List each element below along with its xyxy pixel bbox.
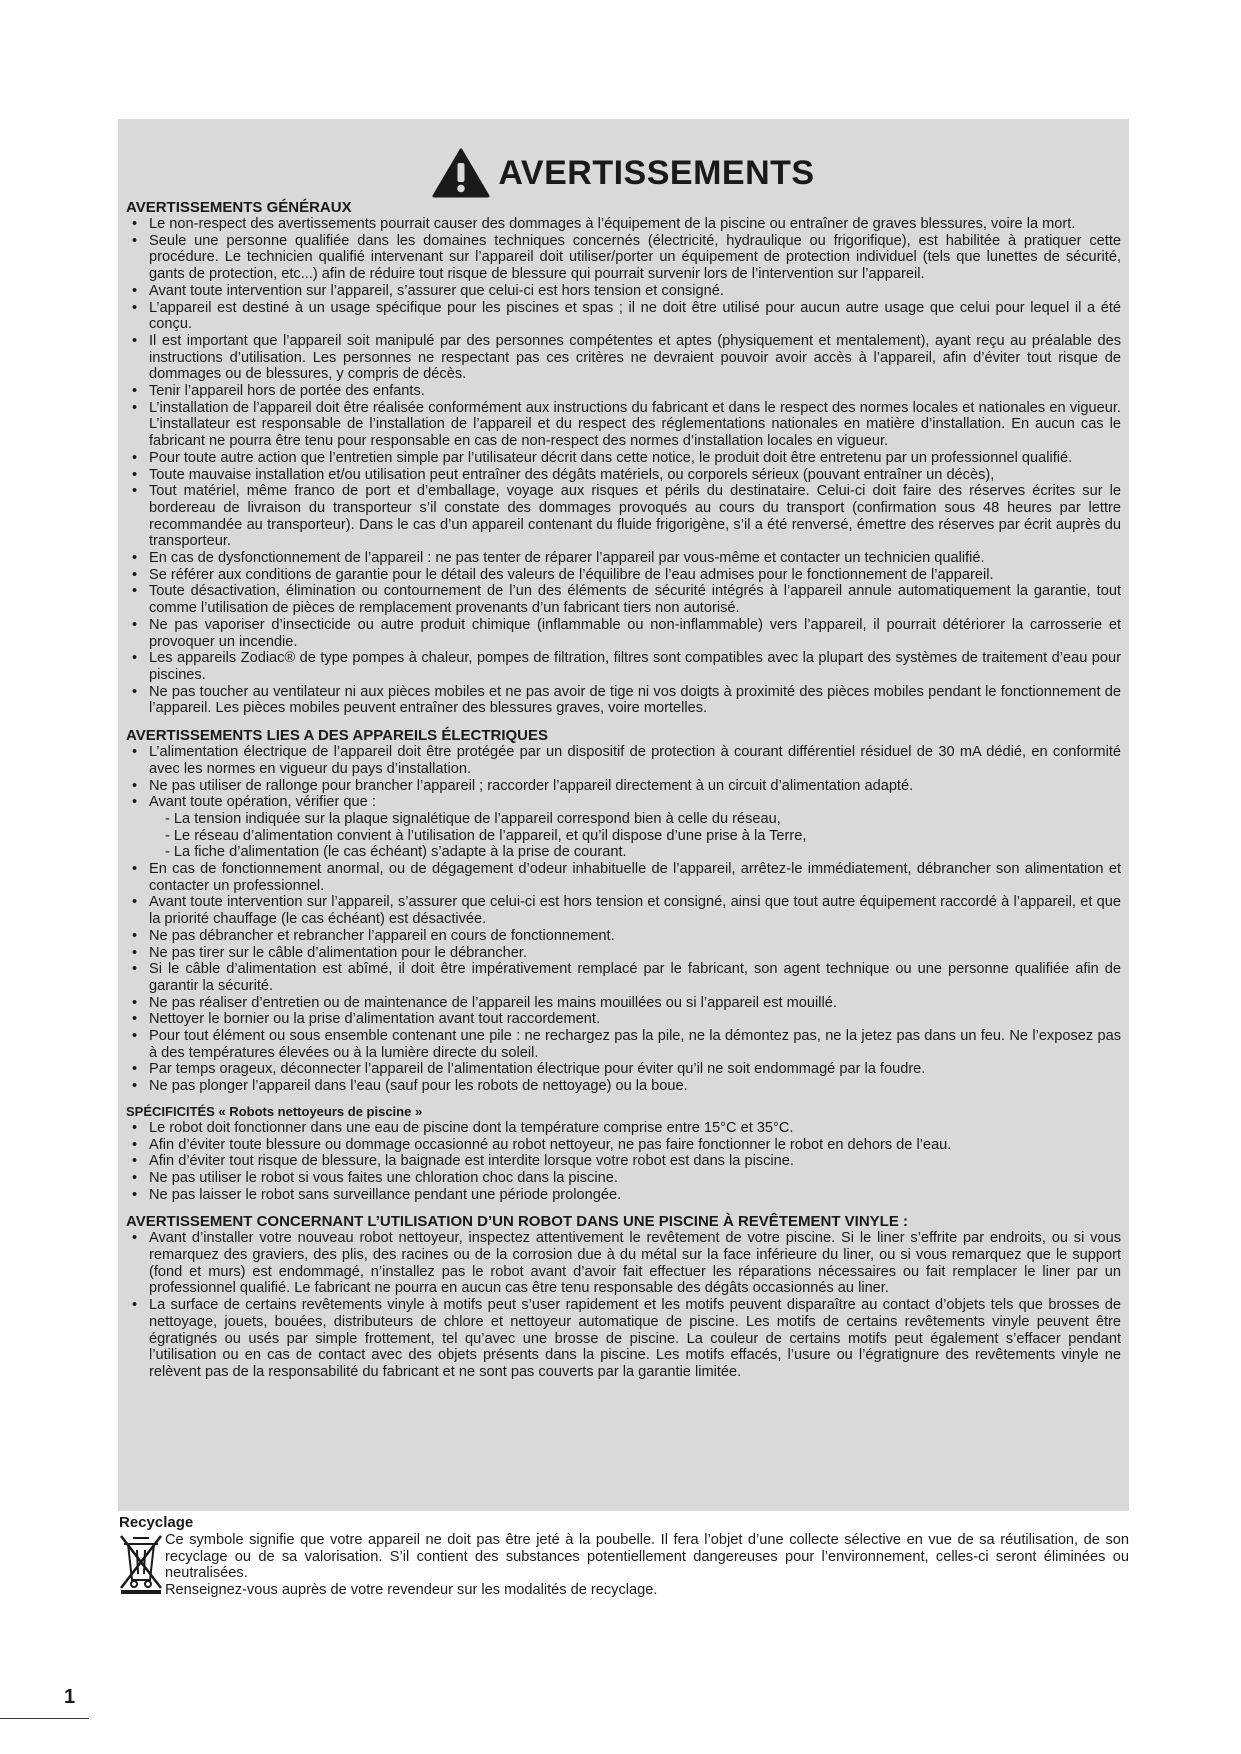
list-item: • Les appareils Zodiac® de type pompes à chaleur, pompes de filtration, filtres sont compatibles avec la plupart des systèmes de traitement d’eau pour piscines. [126,650,1121,683]
robots-heading: SPÉCIFICITÉS « Robots nettoyeurs de piscine » [126,1103,423,1119]
list-item: • Le non-respect des avertissements pourrait causer des dommages à l’équipement de la piscine ou entraîner de graves blessures, voire la mort. [126,216,1121,233]
list-item: • Il est important que l’appareil soit manipulé par des personnes compétentes et aptes (physiquement et mentalement), ayant reçu au préalable des instructions d’utilisation. Les personnes ne respectant pas ces critères ne devraient pouvoir avoir accès à l’appareil, afin d’éviter tout risque de dommages ou de blessures, y compris de décès. [126,333,1121,383]
list-item: • L’alimentation électrique de l’appareil doit être protégée par un dispositif de protection à courant différentiel résiduel de 30 mA dédié, en conformité avec les normes en vigueur du pays d’installation. [126,744,1121,777]
list-item: • En cas de fonctionnement anormal, ou de dégagement d’odeur inhabituelle de l’appareil, arrêtez-le immédiatement, débrancher son alimentation et contacter un professionnel. [126,861,1121,894]
list-item: • Le robot doit fonctionner dans une eau de piscine dont la température comprise entre 15°C et 35°C. [126,1120,1121,1137]
list-item: • Se référer aux conditions de garantie pour le détail des valeurs de l’équilibre de l’eau admises pour le fonctionnement de l’appareil. [126,567,1121,584]
page-number-rule [0,1718,89,1719]
list-item: • Avant d’installer votre nouveau robot nettoyeur, inspectez attentivement le revêtement de votre piscine. Si le liner s’effrite par endroits, ou si vous remarquez des graviers, des plis, des racines ou de la corrosion due à du métal sur la face inférieure du liner, ou si vous remarquez que le support (fond et murs) est endommagé, n’installez pas le robot avant d’avoir fait effectuer les réparations nécessaires ou fait remplacer le liner par un professionnel qualifié. Le fabricant ne pourra en aucun cas être tenu responsable des dégâts occasionnés au liner. [126,1230,1121,1297]
list-item: • Afin d’éviter toute blessure ou dommage occasionné au robot nettoyeur, ne pas faire fonctionner le robot en dehors de l’eau. [126,1137,1121,1154]
page-number: 1 [64,1686,76,1708]
recycling-paragraph: Ce symbole signifie que votre appareil ne doit pas être jeté à la poubelle. Il fera l’objet d’une collecte sélective en vue de sa réutilisation, de son recyclage ou de sa valorisation. S’il contient des substances potentiellement dangereuses pour l’environnement, celles-ci seront éliminées ou neutralisées. [165,1532,1129,1581]
list-item: • La surface de certains revêtements vinyle à motifs peut s’user rapidement et les motifs peuvent disparaître au contact d’objets tels que brosses de nettoyage, jouets, bouées, distributeurs de chlore et nettoyeur automatique de piscine. Les motifs de certains revêtements vinyle peuvent être égratignés ou usés par simple frottement, tel qu’avec une brosse de piscine. La couleur de certains motifs peut également s’effacer pendant l’utilisation ou en cas de contact avec des objets présents dans la piscine. Les motifs effacés, l’usure ou l’égratignure des revêtements vinyle ne relèvent pas de la responsabilité du fabricant et ne sont pas couverts par la garantie limitée. [126,1297,1121,1381]
list-item: • Ne pas plonger l’appareil dans l’eau (sauf pour les robots de nettoyage) ou la boue. [126,1078,1121,1095]
electrical-list [126,744,1121,1095]
list-item: • Avant toute intervention sur l’appareil, s’assurer que celui-ci est hors tension et consigné, ainsi que tout autre équipement raccordé à l’appareil, et que la priorité chauffage (le cas échéant) est désactivée. [126,894,1121,927]
warning-triangle-icon [432,148,490,198]
list-item: • Avant toute intervention sur l’appareil, s’assurer que celui-ci est hors tension et consigné. [126,283,1121,300]
recycling-heading: Recyclage [119,1514,194,1531]
list-item: • Ne pas toucher au ventilateur ni aux pièces mobiles et ne pas avoir de tige ni vos doigts à proximité des pièces mobiles pendant le fonctionnement de l’appareil. Les pièces mobiles peuvent entraîner des blessures graves, voire mortelles. [126,684,1121,717]
list-item: • Pour toute autre action que l’entretien simple par l’utilisateur décrit dans cette notice, le produit doit être entretenu par un professionnel qualifié. [126,450,1121,467]
vinyl-list [126,1230,1121,1380]
list-item: • Si le câble d’alimentation est abîmé, il doit être impérativement remplacé par le fabricant, son agent technique ou une personne qualifiée afin de garantir la sécurité. [126,961,1121,994]
list-item: • Ne pas réaliser d’entretien ou de maintenance de l’appareil les mains mouillées ou si l’appareil est mouillé. [126,995,1121,1012]
general-heading: AVERTISSEMENTS GÉNÉRAUX [126,199,352,216]
list-item: • Par temps orageux, déconnecter l’appareil de l’alimentation électrique pour éviter qu’il ne soit endommagé par la foudre. [126,1061,1121,1078]
check-intro: • Avant toute opération, vérifier que : [149,794,376,811]
list-item: • Pour tout élément ou sous ensemble contenant une pile : ne rechargez pas la pile, ne la démontez pas, ne la jetez pas dans un feu. Ne l’exposez pas à des températures élevées ou à la lumière directe du soleil. [126,1028,1121,1061]
vinyl-heading: AVERTISSEMENT CONCERNANT L’UTILISATION D’UN ROBOT DANS UNE PISCINE À REVÊTEMENT VINYLE : [126,1213,908,1231]
list-item: • En cas de dysfonctionnement de l’appareil : ne pas tenter de réparer l’appareil par vous-même et contacter un technicien qualifié. [126,550,1121,567]
general-list [126,216,1121,717]
list-item: • Seule une personne qualifiée dans les domaines techniques concernés (électricité, hydraulique ou frigorifique), est habilitée à pratiquer cette procédure. Le technicien qualifié intervenant sur l’appareil doit utiliser/porter un équipement de protection individuel (tels que lunettes de sécurité, gants de protection, etc...) afin de réduire tout risque de blessure qui pourrait survenir lors de l’intervention sur l’appareil. [126,233,1121,283]
check-sub-item: - Le réseau d’alimentation convient à l’utilisation de l’appareil, et qu’il dispose d’une prise à la Terre, [165,827,807,844]
electrical-heading: AVERTISSEMENTS LIES A DES APPAREILS ÉLECTRIQUES [126,727,548,745]
robots-list [126,1120,1121,1204]
list-item: • Tout matériel, même franco de port et d’emballage, voyage aux risques et périls du destinataire. Celui-ci doit faire des réserves écrites sur le bordereau de livraison du transporteur s’il constate des dommages provoqués au cours du transport (confirmation sous 48 heures par lettre recommandée au transporteur). Dans le cas d’un appareil contenant du fluide frigorigène, s’il a été renversé, émettre des réserves par écrit auprès du transporteur. [126,483,1121,550]
list-item: • Ne pas débrancher et rebrancher l’appareil en cours de fonctionnement. [126,928,1121,945]
recycling-row [119,1532,1129,1598]
recycling-paragraph: Renseignez-vous auprès de votre revendeur sur les modalités de recyclage. [165,1581,658,1598]
list-item: • Nettoyer le bornier ou la prise d’alimentation avant tout raccordement. [126,1011,1121,1028]
title-row [126,151,1121,195]
list-item: • L’appareil est destiné à un usage spécifique pour les piscines et spas ; il ne doit être utilisé pour aucun autre usage que celui pour lequel il a été conçu. [126,300,1121,333]
list-item: • Afin d’éviter tout risque de blessure, la baignade est interdite lorsque votre robot est dans la piscine. [126,1153,1121,1170]
list-item: • Toute mauvaise installation et/ou utilisation peut entraîner des dégâts matériels, ou corporels sérieux (pouvant entraîner un décès), [126,467,1121,484]
crossed-bin-icon [119,1532,163,1594]
list-item: • Ne pas laisser le robot sans surveillance pendant une période prolongée. [126,1187,1121,1204]
list-item: • L’installation de l’appareil doit être réalisée conformément aux instructions du fabricant et dans le respect des normes locales et nationales en vigueur. L’installateur est responsable de l’installation de l’appareil et du respect des réglementations nationales en matière d’installation. En aucun cas le fabricant ne pourra être tenu pour responsable en cas de non-respect des normes d’installation locales en vigueur. [126,400,1121,450]
list-item-check [126,794,1121,861]
warnings-box [118,119,1129,1511]
list-item: • Ne pas utiliser le robot si vous faites une chloration choc dans la piscine. [126,1170,1121,1187]
list-item: • Ne pas tirer sur le câble d’alimentation pour le débrancher. [126,945,1121,962]
list-item: • Ne pas vaporiser d’insecticide ou autre produit chimique (inflammable ou non-inflammable) vers l’appareil, il pourrait détériorer la carrosserie et provoquer un incendie. [126,617,1121,650]
list-item: • Tenir l’appareil hors de portée des enfants. [126,383,1121,400]
check-sub-item: - La fiche d’alimentation (le cas échéant) s’adapte à la prise de courant. [165,844,627,861]
page-title: AVERTISSEMENTS [498,153,815,192]
list-item: • Ne pas utiliser de rallonge pour brancher l’appareil ; raccorder l’appareil directement à un circuit d’alimentation adapté. [126,778,1121,795]
list-item: • Toute désactivation, élimination ou contournement de l’un des éléments de sécurité intégrés à l’appareil annule automatiquement la garantie, tout comme l’utilisation de pièces de remplacement provenants d’un fabricant tiers non autorisé. [126,583,1121,616]
recycling-text [165,1532,1129,1598]
check-sub-item: - La tension indiquée sur la plaque signalétique de l’appareil correspond bien à celle du réseau, [165,810,781,827]
